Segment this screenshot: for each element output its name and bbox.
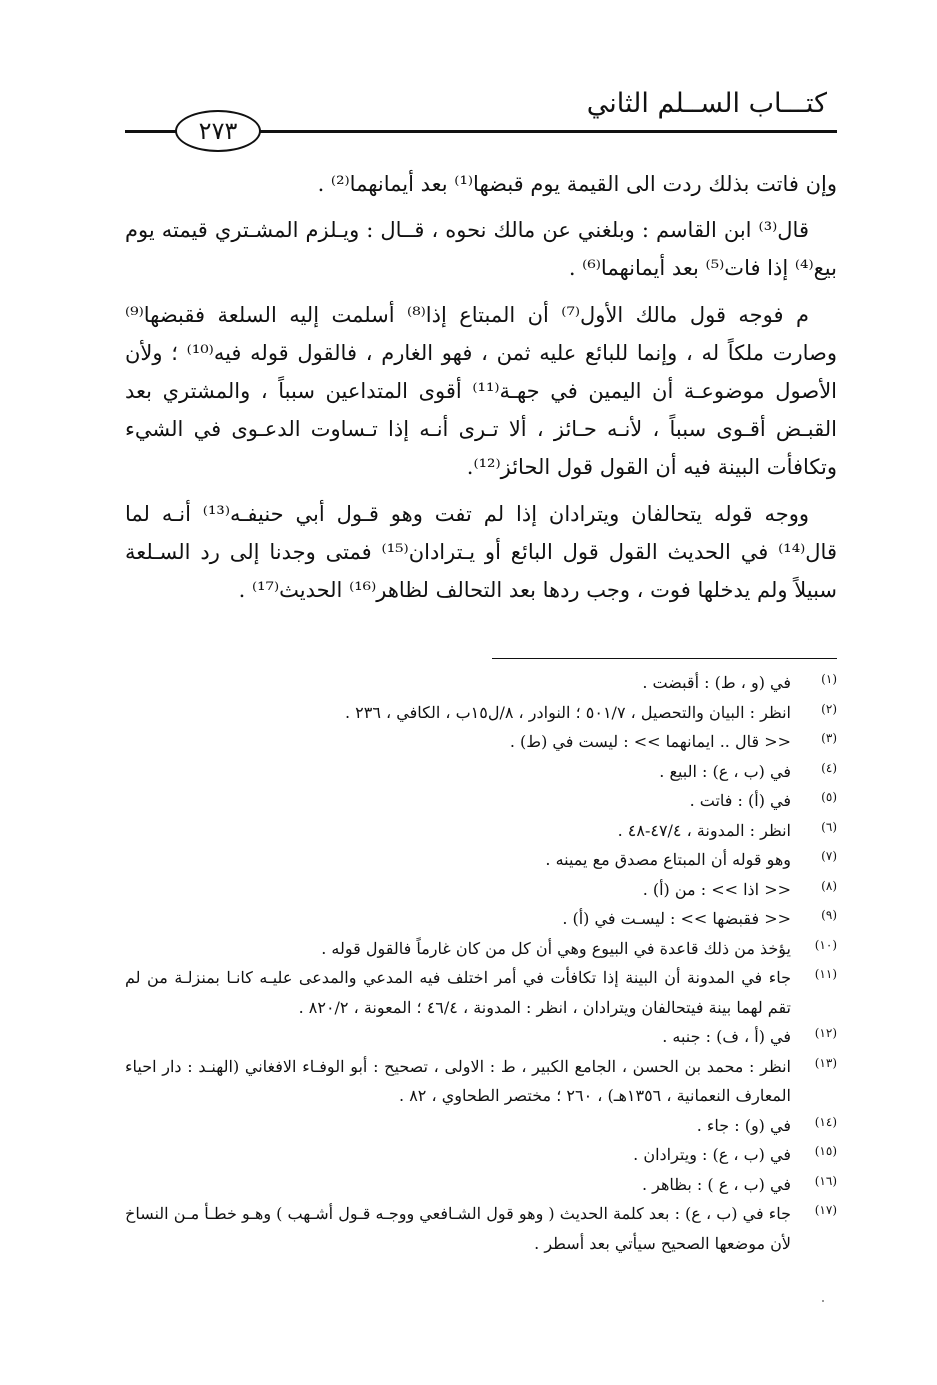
footnote xyxy=(125,904,837,934)
footnote xyxy=(125,757,837,787)
footnote-number: (١) xyxy=(821,672,837,686)
paragraph: قال⁽³⁾ ابن القاسم : وبلغني عن مالك نحوه ، قــال : ويـلزم المشـتري قيمته يوم بيع⁽⁴⁾ إذا فات⁽⁵⁾ بعد أيمانهما⁽⁶⁾ . xyxy=(125,218,837,281)
page-number-badge xyxy=(175,110,261,152)
footnote-text: انظر : البيان والتحصيل ، ٥٠١/٧ ؛ النوادر ، ٨/ل١٥ب ، الكافي ، ٢٣٦ . xyxy=(344,702,791,722)
footnote xyxy=(125,727,837,757)
paragraph: م فوجه قول مالك الأول⁽⁷⁾ أن المبتاع إذا⁽⁸⁾ أسلمت إليه السلعة فقبضها⁽⁹⁾ وصارت ملكاً له ، وإنما للبائع عليه ثمن ، فهو الغارم ، فالقول قوله فيه⁽¹⁰⁾ ؛ ولأن الأصول موضوعـة أن اليمين في جهـة⁽¹¹⁾ أقوى المتداعين سبباً ، والمشتري بعد القبـض أقـوى سبباً ، لأنـه حـائز ، ألا تـرى أنـه إذا تـساوت الدعـوى في الشيء وتكافأت البينة فيه أن القول قول الحائز⁽¹²⁾. xyxy=(125,302,838,480)
footnote-text: << قال .. ايمانهما >> : ليست في (ط) . xyxy=(509,732,791,751)
footnote-number: (١٤) xyxy=(814,1114,837,1129)
footnote-number: (١٣) xyxy=(814,1055,837,1070)
scan-speck xyxy=(822,1300,824,1302)
footnote-text: جاء في المدونة أن البينة إذا تكافأت في أمر اختلف فيه المدعي والمدعى عليـه كانـا بمنزلـة من لم تقم لهما بينة فيتحالفان ويترادان ، انظر : المدونة ، ٤٦/٤ ؛ المعونة ، ٨٢٠/٢ . xyxy=(125,968,792,1017)
footnote-text: << اذا >> : من (أ) . xyxy=(642,879,791,899)
footnote-text: في (أ) : فاتت . xyxy=(689,791,791,810)
footnote-text: جاء في (ب ، ع) : بعد كلمة الحديث ( وهو قول الشـافعي ووجـه قـول أشـهب ) وهـو خطـأ مـن النساخ لأن موضعها الصحيح سيأتي بعد أسطر . xyxy=(125,1204,791,1253)
footnote-text: وهو قوله أن المبتاع مصدق مع يمينه . xyxy=(545,850,791,869)
footnote-text: في (أ ، ف) : جنبه . xyxy=(662,1027,791,1046)
footnote-text: في (و ، ط) : أقبضت . xyxy=(642,673,791,692)
footnote-number: (٦) xyxy=(821,819,837,834)
footnote-number: (١٠) xyxy=(814,937,837,952)
footnote-number: (٧) xyxy=(821,849,837,863)
page-number: ٢٧٣ xyxy=(198,117,238,145)
footnote xyxy=(125,963,837,1022)
footnote-text: في (و) : جاء . xyxy=(696,1115,791,1135)
footnote-text: في (ب ، ع) : البيع . xyxy=(659,761,791,781)
footnote xyxy=(125,1052,837,1111)
footnote-number: (٩) xyxy=(821,908,837,922)
footnote xyxy=(125,1140,837,1170)
running-title: كتـــاب الســلم الثاني xyxy=(586,88,827,119)
footnote-number: (١٢) xyxy=(814,1026,837,1040)
footnote xyxy=(125,1022,837,1052)
footnote-text: في (ب ، ع ) : بظاهر . xyxy=(641,1174,791,1194)
footnote xyxy=(125,934,837,964)
footnote xyxy=(125,875,837,905)
footnotes xyxy=(125,668,837,1258)
footnote-text: في (ب ، ع) : ويترادان . xyxy=(633,1145,791,1164)
footnote xyxy=(125,698,837,728)
footnote xyxy=(125,1170,837,1200)
footnote-text: انظر : محمد بن الحسن ، الجامع الكبير ، ط : الاولى ، تصحيح : أبو الوفـاء الافغاني (الهنـد : دار احياء المعارف النعمانية ، ١٣٥٦هـ) ، ٢٦٠ ؛ مختصر الطحاوي ، ٨٢ . xyxy=(125,1056,791,1105)
footnote-number: (١٥) xyxy=(814,1144,837,1158)
footnote-text: << فقبضها >> : ليسـت في (أ) . xyxy=(562,909,791,928)
footnote xyxy=(125,1111,837,1141)
footnote-divider xyxy=(492,658,837,659)
footnote-number: (٥) xyxy=(821,790,837,804)
footnote-number: (٢) xyxy=(821,701,837,716)
footnote-number: (١٧) xyxy=(814,1203,837,1217)
footnote xyxy=(125,1199,837,1258)
footnote-text: انظر : المدونة ، ٤٧/٤-٤٨ . xyxy=(617,820,791,840)
footnote-number: (١١) xyxy=(814,967,837,981)
footnote-number: (٨) xyxy=(821,878,837,893)
footnote-number: (١٦) xyxy=(814,1173,837,1188)
paragraph: ووجه قوله يتحالفان ويترادان إذا لم تفت وهو قـول أبي حنيفـه⁽¹³⁾ أنـه لما قال⁽¹⁴⁾ في الحديث القول قول البائع أو يـترادان⁽¹⁵⁾ فمتى وجدنا إلى رد السـلعة سبيلاً ولم يدخلها فوت ، وجب ردها بعد التحالف لظاهر⁽¹⁶⁾ الحديث⁽¹⁷⁾ . xyxy=(125,501,837,603)
footnote-number: (٤) xyxy=(821,760,837,775)
footnote-number: (٣) xyxy=(821,731,837,745)
footnote xyxy=(125,816,837,846)
footnote xyxy=(125,668,837,698)
footnote xyxy=(125,845,837,875)
main-text xyxy=(125,165,837,617)
footnote xyxy=(125,786,837,816)
paragraph: وإن فاتت بذلك ردت الى القيمة يوم قبضها⁽¹⁾ بعد أيمانهما⁽²⁾ . xyxy=(317,172,837,196)
footnote-text: يؤخذ من ذلك قاعدة في البيوع وهي أن كل من كان غارماً فالقول قوله . xyxy=(321,938,791,958)
